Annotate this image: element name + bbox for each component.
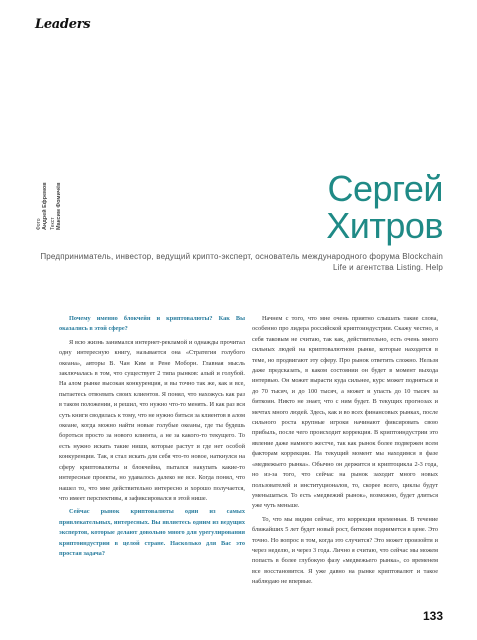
- text-credit-name: Максим Фомичёв: [56, 182, 62, 230]
- article-right-column: [252, 314, 438, 591]
- subtitle: Предприниматель, инвестор, ведущий крипто-эксперт, основатель международного форума Blockchain Life и агентства Listing. Help: [40, 252, 443, 272]
- credits: [16, 160, 76, 230]
- question-paragraph: Почему именно блокчейн и криптовалюты? Как Вы оказались в этой сфере?: [59, 315, 245, 333]
- answer-paragraph: Я всю жизнь занимался интернет-рекламой и однажды прочитал одну интересную книгу, называется она «Стратегия голубого океана», авторы В. Чан Ким и Рене Моборн. Главная мысль заключалась в том, что существует 2 типа рынков: алый и голубой. На алом рынке высокая конкуренция, и вы точно так же, как и все, пытаетесь отвоевать своих клиентов. Я понял, что нахожусь как раз в таком положении, и решил, что нужно что-то менять. И как раз вся суть книги сводилась к тому, что не нужно биться за клиентов в алом океане, когда можно найти новые голубые океаны, где ты будешь бороться просто за нового клиента, а не за какого-то текущего. То есть нужно искать такие ниши, которые растут и где нет особой конкуренции. Так, я стал искать для себя что-то новое, наткнулся на сферу криптовалюты и блокчейна, пытался накупать какие-то интересные проекты, но удавалось далеко не все. Когда понял, что нашел то, что мне действительно интересно и хорошо получается, что имеет перспективы, я зафиксировался в этой нише.: [59, 338, 245, 502]
- headline: [326, 170, 443, 244]
- photo-credit-name: Андрей Ефремов: [42, 182, 48, 230]
- page-number: 133: [422, 609, 443, 623]
- photo-credit: [36, 182, 48, 230]
- text-credit: [50, 183, 62, 231]
- magazine-logo: Leaders: [35, 17, 91, 32]
- question-paragraph: Сейчас рынок криптовалюты один из самых привлекательных, интересных. Вы являетесь одним из ведущих экспертов, которые делают довольно много для урегулирования криптоиндустрии в целой стране. Насколько для Вас это простая задача?: [59, 508, 245, 557]
- answer-paragraph: Начнем с того, что мне очень приятно слышать такие слова, особенно про лидера российской криптоиндустрии. Скажу честно, я себя таковым не считаю, так как, действительно, есть очень много сильных людей на криптовалютном рынке, которые находятся в теме, но продвигают эту сферу. Про рынок ответить сложно. Нельзя даже предсказать, в каком состоянии он будет в момент выхода интервью. Он может вырасти куда сильнее, курс может подняться и до 70 тысяч, и до 100 тысяч, а может и упасть до 10 тысяч за биткоин. Никто не знает, что с ним будет. В текущих прогнозах и мечтах много людей. Здесь, как и во всех финансовых рынках, после сильного роста крупные игроки начинают фиксировать свою прибыль, после чего происходит коррекция. В криптоиндустрии это явление даже намного жестче, так как рынок более подвержен всем факторам коррекции. На текущий момент мы находимся в фазе «медвежьего рынка». Обычно он держится и криптоцикла 2-3 года, но из-за того, что сейчас на рынок заходит много новых пользователей и институционалов, то, скорее всего, циклы будут уменьшаться. То есть «медвежий рынок», возможно, будет длиться уже чуть меньше.: [252, 315, 438, 510]
- headline-last-name: Хитров: [326, 205, 443, 246]
- answer-paragraph: То, что мы видим сейчас, это коррекция временная. В течение ближайших 5 лет будет новый рост, биткоин поднимется в цене. Это точно. Но вопрос в том, когда это случится? Это может произойти и через неделю, и через 3 года. Лично я считаю, что сейчас мы можем попасть в более глубокую фазу «медвежьего рынка», со временем все восстановится. Я уже давно на рынке криптовалют и такое наблюдаю не впервые.: [252, 515, 438, 586]
- text-credit-label: Текст: [50, 217, 56, 230]
- photo-credit-label: Фото: [36, 218, 42, 230]
- article-left-column: [59, 314, 245, 562]
- headline-first-name: Сергей: [327, 168, 443, 209]
